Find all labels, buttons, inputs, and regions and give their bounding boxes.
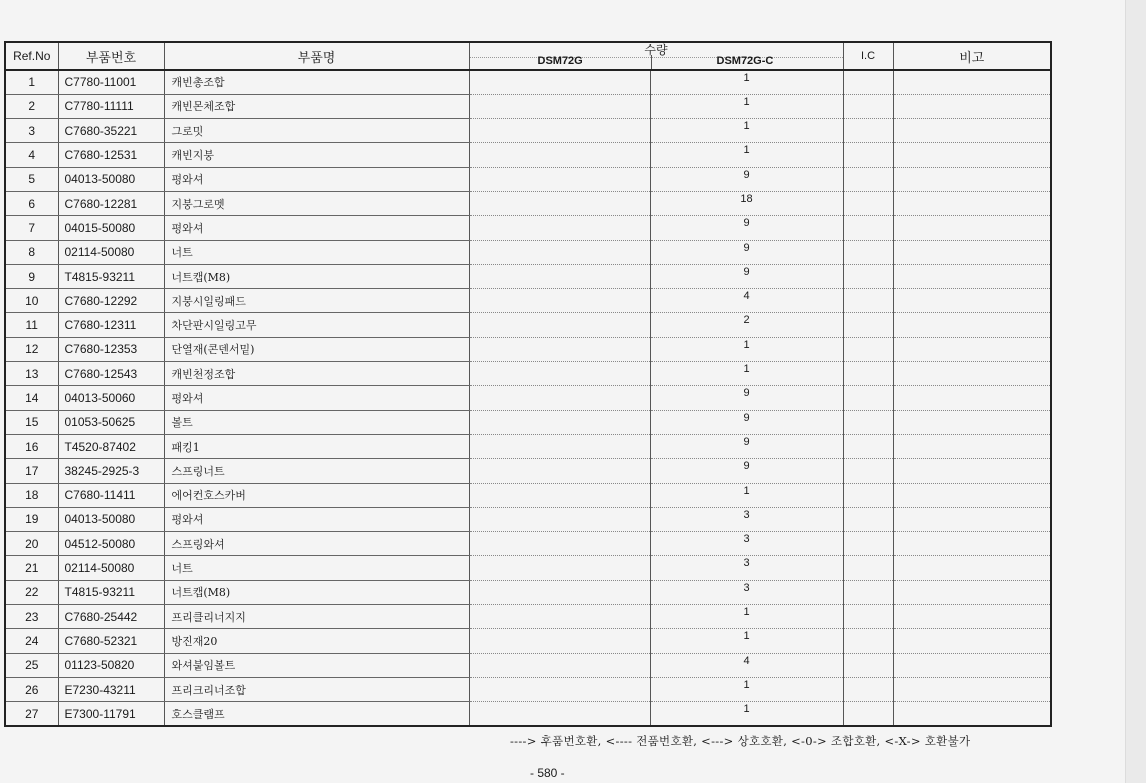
table-row [5,240,1051,264]
part-no-cell: C7780-11001 [58,70,164,94]
qty-dsm72g-cell [469,362,650,386]
table-row [5,605,1051,629]
qty-dsm72g-c-cell: 9 [650,386,843,410]
table-row [5,191,1051,215]
qty-dsm72g-cell [469,264,650,288]
qty-dsm72g-c-cell: 4 [650,653,843,677]
part-name-cell: 볼트 [164,410,469,434]
header-quantity [469,42,843,70]
part-name-cell: 평와셔 [164,386,469,410]
table-row [5,434,1051,458]
header-part-name: 부품명 [164,42,469,70]
part-name-cell: 패킹1 [164,434,469,458]
ic-cell [843,337,893,361]
qty-dsm72g-cell [469,313,650,337]
header-model-dsm72g: DSM72G [537,55,583,67]
qty-dsm72g-c-cell: 1 [650,143,843,167]
ref-no-cell: 27 [5,702,58,726]
remark-cell [893,483,1051,507]
part-name-cell: 호스클램프 [164,702,469,726]
part-name-cell: 그로밋 [164,119,469,143]
ic-cell [843,167,893,191]
part-no-cell: 04013-50080 [58,167,164,191]
qty-dsm72g-cell [469,629,650,653]
part-name-cell: 너트캡(M8) [164,580,469,604]
ref-no-cell: 7 [5,216,58,240]
ref-no-cell: 10 [5,289,58,313]
qty-dsm72g-cell [469,556,650,580]
table-row [5,677,1051,701]
part-no-cell: 02114-50080 [58,556,164,580]
header-remark: 비고 [893,42,1051,70]
table-row [5,410,1051,434]
qty-dsm72g-cell [469,483,650,507]
table-row [5,119,1051,143]
remark-cell [893,653,1051,677]
remark-cell [893,191,1051,215]
ic-cell [843,410,893,434]
part-no-cell: C7680-25442 [58,605,164,629]
qty-dsm72g-cell [469,119,650,143]
qty-dsm72g-c-cell: 4 [650,289,843,313]
ref-no-cell: 12 [5,337,58,361]
ref-no-cell: 20 [5,532,58,556]
part-name-cell: 평와셔 [164,216,469,240]
qty-dsm72g-c-cell: 3 [650,580,843,604]
qty-dsm72g-c-cell: 9 [650,240,843,264]
remark-cell [893,362,1051,386]
part-no-cell: 38245-2925-3 [58,459,164,483]
qty-dsm72g-cell [469,605,650,629]
remark-cell [893,459,1051,483]
qty-dsm72g-cell [469,386,650,410]
remark-cell [893,264,1051,288]
part-name-cell: 너트 [164,556,469,580]
part-no-cell: C7680-11411 [58,483,164,507]
remark-cell [893,702,1051,726]
ref-no-cell: 13 [5,362,58,386]
part-no-cell: C7680-12292 [58,289,164,313]
part-name-cell: 프리클리너지지 [164,605,469,629]
table-header-row [5,42,1051,70]
table-row [5,459,1051,483]
qty-dsm72g-cell [469,167,650,191]
part-no-cell: C7680-52321 [58,629,164,653]
part-name-cell: 캐빈지붕 [164,143,469,167]
ic-cell [843,362,893,386]
ic-cell [843,653,893,677]
ref-no-cell: 11 [5,313,58,337]
table-row [5,556,1051,580]
remark-cell [893,532,1051,556]
qty-dsm72g-cell [469,191,650,215]
qty-dsm72g-cell [469,289,650,313]
ref-no-cell: 21 [5,556,58,580]
ic-cell [843,264,893,288]
qty-dsm72g-c-cell: 9 [650,216,843,240]
table-row [5,362,1051,386]
ic-cell [843,605,893,629]
ref-no-cell: 1 [5,70,58,94]
remark-cell [893,94,1051,118]
parts-table-body [5,70,1051,726]
ref-no-cell: 17 [5,459,58,483]
ic-cell [843,70,893,94]
qty-dsm72g-c-cell: 1 [650,629,843,653]
parts-table [4,41,1052,727]
ic-cell [843,532,893,556]
table-row [5,216,1051,240]
remark-cell [893,289,1051,313]
part-no-cell: 02114-50080 [58,240,164,264]
remark-cell [893,167,1051,191]
ic-cell [843,459,893,483]
ic-cell [843,313,893,337]
part-no-cell: 04512-50080 [58,532,164,556]
header-model-divider [651,55,652,69]
qty-dsm72g-cell [469,702,650,726]
remark-cell [893,677,1051,701]
part-no-cell: 01053-50625 [58,410,164,434]
remark-cell [893,507,1051,531]
part-name-cell: 너트 [164,240,469,264]
remark-cell [893,70,1051,94]
part-name-cell: 너트캡(M8) [164,264,469,288]
header-ic: I.C [843,42,893,70]
qty-dsm72g-c-cell: 1 [650,337,843,361]
ref-no-cell: 23 [5,605,58,629]
remark-cell [893,605,1051,629]
part-name-cell: 와셔붙임볼트 [164,653,469,677]
qty-dsm72g-c-cell: 9 [650,434,843,458]
ref-no-cell: 24 [5,629,58,653]
remark-cell [893,240,1051,264]
header-ref-no: Ref.No [5,42,58,70]
remark-cell [893,386,1051,410]
ic-cell [843,216,893,240]
part-no-cell: 04013-50080 [58,507,164,531]
ref-no-cell: 6 [5,191,58,215]
part-name-cell: 캐빈천정조합 [164,362,469,386]
qty-dsm72g-c-cell: 1 [650,70,843,94]
qty-dsm72g-cell [469,337,650,361]
ref-no-cell: 14 [5,386,58,410]
ic-cell [843,483,893,507]
qty-dsm72g-c-cell: 1 [650,483,843,507]
qty-dsm72g-c-cell: 9 [650,410,843,434]
qty-dsm72g-cell [469,653,650,677]
header-qty-title: 수량 [644,43,668,57]
ref-no-cell: 22 [5,580,58,604]
ic-cell [843,434,893,458]
ref-no-cell: 26 [5,677,58,701]
remark-cell [893,580,1051,604]
qty-dsm72g-cell [469,580,650,604]
table-row [5,289,1051,313]
qty-dsm72g-c-cell: 18 [650,191,843,215]
ic-cell [843,191,893,215]
qty-dsm72g-cell [469,677,650,701]
part-no-cell: E7230-43211 [58,677,164,701]
qty-dsm72g-cell [469,94,650,118]
qty-dsm72g-cell [469,240,650,264]
table-row [5,70,1051,94]
table-row [5,94,1051,118]
part-no-cell: T4815-93211 [58,580,164,604]
qty-dsm72g-c-cell: 2 [650,313,843,337]
remark-cell [893,556,1051,580]
table-row [5,507,1051,531]
ref-no-cell: 8 [5,240,58,264]
table-row [5,580,1051,604]
part-name-cell: 평와셔 [164,167,469,191]
part-name-cell: 지붕그로멧 [164,191,469,215]
remark-cell [893,119,1051,143]
ref-no-cell: 3 [5,119,58,143]
part-name-cell: 프리크리너조합 [164,677,469,701]
remark-cell [893,337,1051,361]
remark-cell [893,434,1051,458]
qty-dsm72g-cell [469,143,650,167]
ref-no-cell: 19 [5,507,58,531]
part-no-cell: 04013-50060 [58,386,164,410]
ic-cell [843,240,893,264]
part-name-cell: 평와셔 [164,507,469,531]
part-name-cell: 단열재(콘덴서밑) [164,337,469,361]
qty-dsm72g-cell [469,216,650,240]
ic-cell [843,119,893,143]
ic-cell [843,580,893,604]
qty-dsm72g-cell [469,459,650,483]
ic-cell [843,702,893,726]
part-name-cell: 스프링너트 [164,459,469,483]
part-no-cell: C7680-12311 [58,313,164,337]
qty-dsm72g-c-cell: 3 [650,532,843,556]
remark-cell [893,216,1051,240]
part-no-cell: C7680-12531 [58,143,164,167]
header-part-no: 부품번호 [58,42,164,70]
ic-cell [843,94,893,118]
part-no-cell: C7680-12281 [58,191,164,215]
table-row [5,337,1051,361]
ref-no-cell: 9 [5,264,58,288]
part-name-cell: 캐빈몬체조합 [164,94,469,118]
ic-cell [843,507,893,531]
ref-no-cell: 16 [5,434,58,458]
part-name-cell: 방진재20 [164,629,469,653]
qty-dsm72g-cell [469,70,650,94]
qty-dsm72g-cell [469,410,650,434]
qty-dsm72g-c-cell: 1 [650,119,843,143]
qty-dsm72g-cell [469,507,650,531]
ic-cell [843,677,893,701]
table-row [5,653,1051,677]
qty-dsm72g-c-cell: 9 [650,459,843,483]
table-row [5,313,1051,337]
table-row [5,386,1051,410]
qty-dsm72g-c-cell: 1 [650,677,843,701]
part-no-cell: 04015-50080 [58,216,164,240]
table-row [5,143,1051,167]
part-no-cell: E7300-11791 [58,702,164,726]
table-row [5,483,1051,507]
qty-dsm72g-c-cell: 3 [650,556,843,580]
ref-no-cell: 4 [5,143,58,167]
qty-dsm72g-cell [469,434,650,458]
ref-no-cell: 15 [5,410,58,434]
ic-cell [843,629,893,653]
part-name-cell: 차단판시일링고무 [164,313,469,337]
part-name-cell: 지붕시일링패드 [164,289,469,313]
part-name-cell: 에어컨호스카버 [164,483,469,507]
interchange-legend: ----> 후품번호환, <---- 전품번호환, <---> 상호호환, <-0-> 조합호환, <-X-> 호환불가 [510,734,971,748]
remark-cell [893,410,1051,434]
qty-dsm72g-c-cell: 1 [650,94,843,118]
ref-no-cell: 18 [5,483,58,507]
qty-dsm72g-c-cell: 1 [650,605,843,629]
qty-dsm72g-c-cell: 1 [650,362,843,386]
remark-cell [893,143,1051,167]
ref-no-cell: 2 [5,94,58,118]
table-row [5,264,1051,288]
part-no-cell: T4815-93211 [58,264,164,288]
table-row [5,532,1051,556]
remark-cell [893,629,1051,653]
part-no-cell: C7680-12543 [58,362,164,386]
ref-no-cell: 5 [5,167,58,191]
header-model-dsm72g-c: DSM72G-C [716,55,774,67]
qty-dsm72g-c-cell: 3 [650,507,843,531]
part-no-cell: C7680-12353 [58,337,164,361]
qty-dsm72g-c-cell: 9 [650,167,843,191]
part-name-cell: 캐빈총조합 [164,70,469,94]
table-row [5,629,1051,653]
qty-dsm72g-cell [469,532,650,556]
ic-cell [843,143,893,167]
ic-cell [843,556,893,580]
ic-cell [843,386,893,410]
remark-cell [893,313,1051,337]
table-row [5,167,1051,191]
ic-cell [843,289,893,313]
qty-dsm72g-c-cell: 9 [650,264,843,288]
ref-no-cell: 25 [5,653,58,677]
part-no-cell: T4520-87402 [58,434,164,458]
qty-dsm72g-c-cell: 1 [650,702,843,726]
part-name-cell: 스프링와셔 [164,532,469,556]
page-number: - 580 - [530,766,565,780]
part-no-cell: 01123-50820 [58,653,164,677]
part-no-cell: C7680-35221 [58,119,164,143]
table-row [5,702,1051,726]
part-no-cell: C7780-11111 [58,94,164,118]
page-edge [1125,0,1146,783]
